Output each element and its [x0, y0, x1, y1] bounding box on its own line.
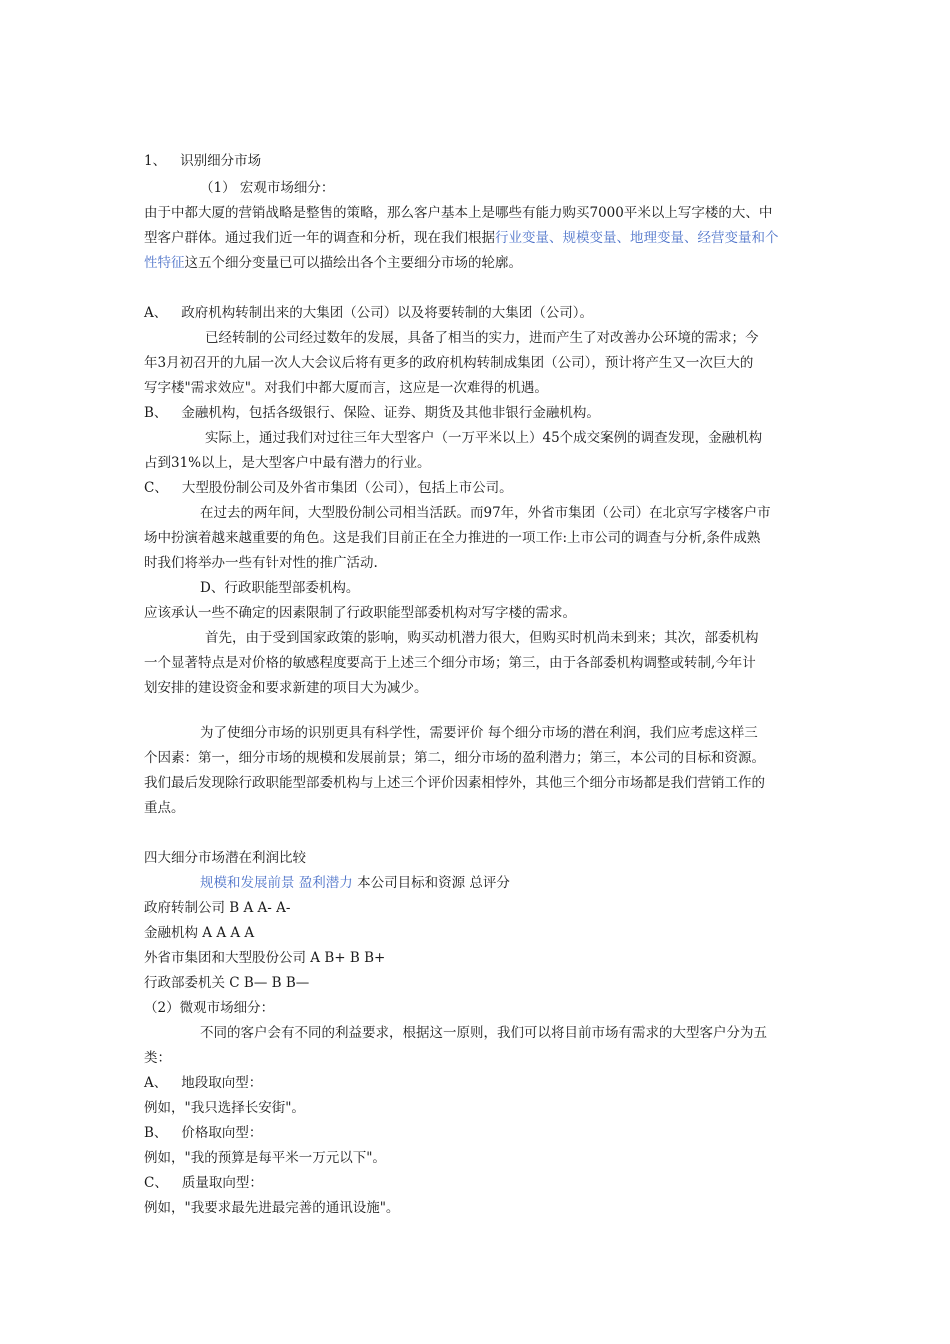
- evaluation-line-3: 我们最后发现除行政职能型部委机构与上述三个评价因素相悖外，其他三个细分市场都是我们营销工作的: [144, 775, 765, 791]
- segment-a-heading: A、 政府机构转制出来的大集团（公司）以及将要转制的大集团（公司）。: [144, 305, 593, 321]
- segment-d-line-3: 划安排的建设资金和要求新建的项目大为减少。: [144, 680, 428, 696]
- segment-a-line-3: 写字楼"需求效应"。对我们中都大厦而言，这应是一次难得的机遇。: [144, 380, 548, 396]
- micro-item-heading: C、 质量取向型：: [144, 1175, 263, 1191]
- micro-item-example: 例如，"我只选择长安街"。: [144, 1100, 305, 1116]
- evaluation-line-4: 重点。: [144, 800, 185, 816]
- section-heading: [144, 148, 261, 174]
- micro-heading: （2）微观市场细分：: [144, 1000, 275, 1016]
- comparison-row: 外省市集团和大型股份公司 A B+ B B+: [144, 950, 386, 966]
- comparison-row: 政府转制公司 B A A- A-: [144, 900, 291, 916]
- micro-item-heading: B、 价格取向型：: [144, 1125, 263, 1141]
- segment-c-heading: C、 大型股份制公司及外省市集团（公司），包括上市公司。: [144, 480, 513, 496]
- segment-c-line-1: 在过去的两年间，大型股份制公司相当活跃。而97年，外省市集团（公司）在北京写字楼客户市: [200, 505, 771, 521]
- micro-line-2: 类：: [144, 1050, 171, 1066]
- comparison-row: 金融机构 A A A A: [144, 925, 255, 941]
- segment-d-line-1: 首先，由于受到国家政策的影响，购买动机潜力很大，但购买时机尚未到来；其次，部委机构: [205, 630, 759, 646]
- segment-b-line-2: 占到31%以上，是大型客户中最有潜力的行业。: [144, 455, 431, 471]
- segment-d-heading: D、行政职能型部委机构。: [200, 580, 360, 596]
- variables-link[interactable]: 行业变量、规模变量、地理变量、经营变量和个: [495, 230, 779, 246]
- micro-item-example: 例如，"我的预算是每平米一万元以下"。: [144, 1150, 386, 1166]
- micro-line-1: 不同的客户会有不同的利益要求，根据这一原则，我们可以将目前市场有需求的大型客户分为五: [200, 1025, 767, 1041]
- section-title: 识别细分市场: [180, 153, 262, 169]
- micro-item-example: 例如，"我要求最先进最完善的通讯设施"。: [144, 1200, 400, 1216]
- segment-d-line-0: 应该承认一些不确定的因素限制了行政职能型部委机构对写字楼的需求。: [144, 605, 576, 621]
- evaluation-line-1: 为了使细分市场的识别更具有科学性，需要评价 每个细分市场的潜在利润，我们应考虑这样三: [200, 725, 758, 741]
- variables-link-cont[interactable]: 性特征: [144, 255, 185, 271]
- segment-b-heading: B、 金融机构，包括各级银行、保险、证券、期货及其他非银行金融机构。: [144, 405, 600, 421]
- macro-intro-line-2: 型客户群体。通过我们近一年的调查和分析，现在我们根据行业变量、规模变量、地理变量、经营变量和个: [144, 230, 779, 246]
- segment-c-line-3: 时我们将举办一些有针对性的推广活动.: [144, 555, 378, 571]
- segment-b-line-1: 实际上，通过我们对过往三年大型客户（一万平米以上）45个成交案例的调查发现，金融机构: [205, 430, 763, 446]
- comparison-headers: 规模和发展前景 盈利潜力 本公司目标和资源 总评分: [200, 875, 510, 891]
- section-number: 1、: [144, 153, 167, 169]
- macro-heading: （1） 宏观市场细分：: [200, 180, 335, 196]
- segment-a-line-2: 年3月初召开的九届一次人大会议后将有更多的政府机构转制成集团（公司），预计将产生又一次巨大的: [144, 355, 754, 371]
- segment-a-line-1: 已经转制的公司经过数年的发展，具备了相当的实力，进而产生了对改善办公环境的需求；今: [205, 330, 759, 346]
- comparison-title: 四大细分市场潜在利润比较: [144, 850, 306, 866]
- header-link[interactable]: 规模和发展前景 盈利潜力: [200, 875, 353, 891]
- evaluation-line-2: 个因素：第一，细分市场的规模和发展前景；第二，细分市场的盈利潜力；第三，本公司的目标和资源。: [144, 750, 765, 766]
- comparison-row: 行政部委机关 C B— B B—: [144, 975, 310, 991]
- micro-item-heading: A、 地段取向型：: [144, 1075, 263, 1091]
- macro-intro-line-3: 性特征这五个细分变量已可以描绘出各个主要细分市场的轮廓。: [144, 255, 522, 271]
- macro-intro-line-1: 由于中都大厦的营销战略是整售的策略，那么客户基本上是哪些有能力购买7000平米以上写字楼的大、中: [144, 205, 773, 221]
- segment-d-line-2: 一个显著特点是对价格的敏感程度要高于上述三个细分市场；第三，由于各部委机构调整或转制,今年计: [144, 655, 756, 671]
- segment-c-line-2: 场中扮演着越来越重要的角色。这是我们目前正在全力推进的一项工作:上市公司的调查与分析,条件成熟: [144, 530, 761, 546]
